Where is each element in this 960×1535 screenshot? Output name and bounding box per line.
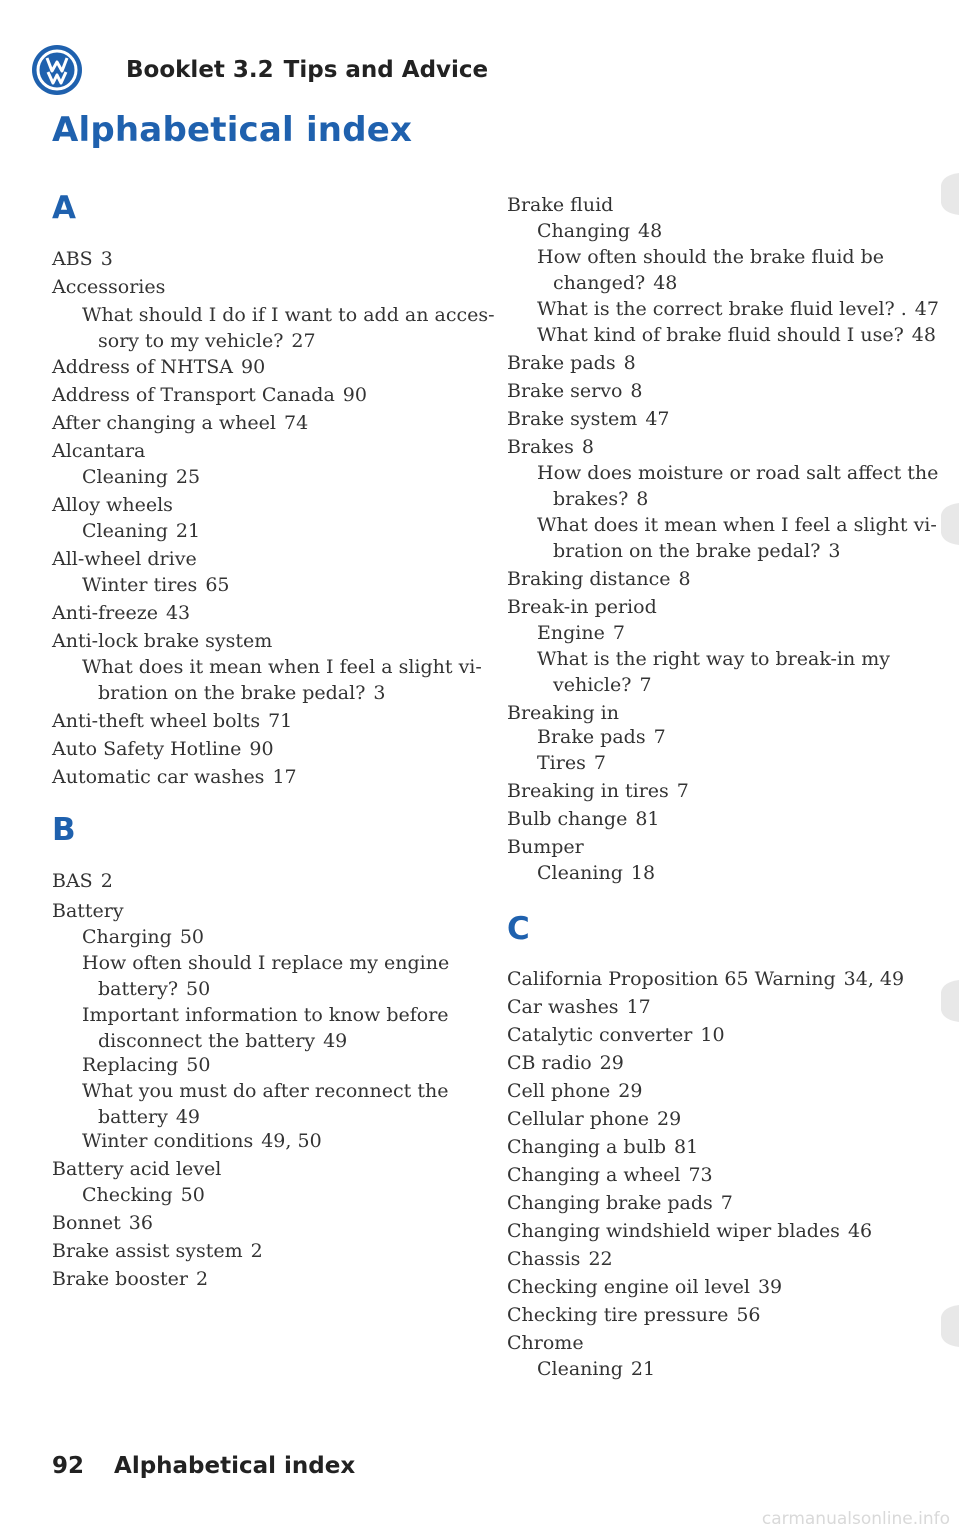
- index-entry: [507, 378, 643, 404]
- index-entry-page: 49: [323, 1030, 348, 1052]
- index-entry-page: 90: [342, 384, 367, 406]
- index-entry: [507, 434, 594, 460]
- index-entry-page: 73: [688, 1164, 713, 1186]
- index-entry-text: bration on the brake pedal?: [98, 682, 366, 704]
- index-entry: [507, 1134, 698, 1160]
- index-entry: [52, 764, 297, 790]
- index-entry: [537, 620, 625, 646]
- vw-logo-icon: [32, 45, 82, 95]
- index-entry-page: 8: [630, 380, 643, 402]
- index-entry: [82, 1182, 205, 1208]
- index-entry-page: 29: [657, 1108, 682, 1130]
- index-entry: [52, 898, 124, 924]
- index-entry-text: Alloy wheels: [52, 494, 173, 516]
- margin-tab-marker: [935, 980, 959, 1022]
- index-entry-text: Cleaning: [537, 862, 623, 884]
- margin-tab-marker: [935, 173, 959, 215]
- index-entry: [82, 572, 230, 598]
- index-entry: [537, 724, 666, 750]
- index-entry-text: Cleaning: [82, 466, 168, 488]
- index-entry-page: 3: [828, 540, 841, 562]
- index-entry-text: Changing a bulb: [507, 1136, 667, 1158]
- index-entry: [82, 1002, 449, 1028]
- index-entry: [507, 1330, 584, 1356]
- booklet-title: Tips and Advice: [283, 57, 489, 83]
- index-entry-page: 25: [175, 466, 201, 488]
- index-entry: [553, 672, 652, 698]
- index-entry: [537, 244, 884, 270]
- index-entry-text: Anti-freeze: [52, 602, 158, 624]
- index-entry-text: Important information to know before: [82, 1004, 449, 1026]
- index-entry-page: 34, 49: [843, 968, 905, 990]
- index-entry: [52, 1238, 263, 1264]
- index-entry-page: 3: [373, 682, 386, 704]
- index-entry-page: 81: [635, 808, 660, 830]
- index-entry-text: Cleaning: [82, 520, 168, 542]
- index-entry: [52, 1156, 221, 1182]
- index-entry-text: Accessories: [52, 276, 166, 298]
- index-entry: [537, 218, 662, 244]
- index-entry-text: battery?: [98, 978, 179, 1000]
- index-entry: [82, 1128, 322, 1154]
- index-entry-text: Chrome: [507, 1332, 584, 1354]
- index-entry-page: 10: [700, 1024, 725, 1046]
- index-entry-text: How often should the brake fluid be: [537, 246, 885, 268]
- index-entry-text: ABS: [52, 248, 93, 270]
- index-entry-page: 65: [205, 574, 230, 596]
- index-entry-text: Bulb change: [507, 808, 628, 830]
- page-footer: [52, 1453, 355, 1479]
- index-entry-text: Auto Safety Hotline: [52, 738, 242, 760]
- index-entry: [507, 1246, 613, 1272]
- index-entry-text: California Proposition 65 Warning: [507, 968, 836, 990]
- page-number: 92: [52, 1453, 85, 1479]
- index-entry: [507, 1190, 733, 1216]
- index-entry: [537, 1356, 655, 1382]
- index-entry-page: 7: [639, 674, 652, 696]
- index-entry: [82, 924, 204, 950]
- index-entry: [52, 410, 308, 436]
- index-entry: [82, 518, 200, 544]
- index-entry-text: Address of NHTSA: [52, 356, 234, 378]
- index-entry: [52, 1210, 153, 1236]
- index-entry-page: 7: [612, 622, 625, 644]
- index-entry-page: 3: [100, 248, 113, 270]
- index-entry: [52, 708, 292, 734]
- index-entry: [507, 1274, 782, 1300]
- index-entry-page: 2: [195, 1268, 209, 1290]
- index-entry-text: What should I do if I want to add an acces-: [82, 304, 495, 326]
- index-entry-text: Cleaning: [537, 1358, 623, 1380]
- index-entry-text: What is the right way to break-in my: [537, 648, 891, 670]
- index-entry-text: Car washes: [507, 996, 619, 1018]
- index-entry-text: Tires: [537, 752, 586, 774]
- index-entry: [537, 322, 936, 348]
- index-entry: [507, 192, 613, 218]
- index-entry-page: 49, 50: [261, 1130, 322, 1152]
- index-entry-page: 81: [674, 1136, 699, 1158]
- index-entry-text: Checking: [82, 1184, 173, 1206]
- index-entry-page: 46: [847, 1220, 873, 1242]
- index-entry-text: disconnect the battery: [98, 1030, 316, 1052]
- index-entry-text: What kind of brake fluid should I use?: [537, 324, 904, 346]
- index-entry-page: 47: [914, 298, 939, 320]
- index-entry: [52, 868, 113, 894]
- index-entry: [537, 296, 939, 322]
- index-entry-text: Changing a wheel: [507, 1164, 681, 1186]
- index-entry-text: Battery: [52, 900, 124, 922]
- index-entry: [52, 600, 190, 626]
- index-entry-page: 36: [128, 1212, 153, 1234]
- index-entry: [98, 1104, 200, 1130]
- index-entry: [507, 1218, 872, 1244]
- index-entry-text: Brake fluid: [507, 194, 614, 216]
- index-entry-page: 50: [180, 1184, 205, 1206]
- page-title: Alphabetical index: [52, 110, 413, 150]
- index-entry-page: 7: [593, 752, 606, 774]
- index-entry-page: 49: [175, 1106, 201, 1128]
- index-entry-text: Break-in period: [507, 596, 657, 618]
- index-entry-text: Brake servo: [507, 380, 623, 402]
- index-letter-b: B: [52, 812, 76, 848]
- index-entry: [52, 354, 265, 380]
- index-entry-page: 8: [623, 352, 636, 374]
- index-entry-text: Changing brake pads: [507, 1192, 713, 1214]
- index-entry-page: 50: [186, 978, 211, 1000]
- index-entry-page: 7: [653, 726, 666, 748]
- index-entry: [52, 492, 173, 518]
- index-entry: [507, 806, 660, 832]
- index-entry: [98, 976, 210, 1002]
- index-entry-page: 22: [588, 1248, 613, 1270]
- index-entry-page: 8: [581, 436, 594, 458]
- index-entry-page: 8: [636, 488, 649, 510]
- index-entry-text: Charging: [82, 926, 172, 948]
- index-entry: [52, 736, 274, 762]
- index-entry: [507, 1078, 642, 1104]
- index-entry: [82, 464, 200, 490]
- index-entry-page: 90: [241, 356, 266, 378]
- index-entry-text: Replacing: [82, 1054, 179, 1076]
- index-entry-page: 8: [678, 568, 691, 590]
- index-entry: [52, 628, 272, 654]
- index-entry-page: 27: [291, 330, 316, 352]
- index-entry-text: Bumper: [507, 836, 584, 858]
- index-entry: [537, 646, 890, 672]
- index-entry-text: Engine: [537, 622, 605, 644]
- index-entry-text: brakes?: [553, 488, 629, 510]
- index-entry-page: 71: [268, 710, 293, 732]
- watermark: carmanualsonline.info: [761, 1509, 950, 1529]
- index-entry-page: 2: [100, 870, 113, 892]
- header-title: [126, 57, 488, 83]
- index-entry-text: How often should I replace my engine: [82, 952, 450, 974]
- index-entry-text: Winter tires: [82, 574, 198, 596]
- index-entry-page: 43: [165, 602, 191, 624]
- margin-tab-marker: [935, 1305, 959, 1347]
- index-entry: [537, 750, 606, 776]
- index-entry-text: bration on the brake pedal?: [553, 540, 821, 562]
- index-entry-page: 50: [179, 926, 205, 948]
- index-entry-page: 29: [618, 1080, 643, 1102]
- index-entry-text: Battery acid level: [52, 1158, 222, 1180]
- index-entry-page: 56: [736, 1304, 761, 1326]
- index-entry-text: What you must do after reconnect the: [82, 1080, 449, 1102]
- index-entry: [537, 512, 937, 538]
- index-entry-page: 21: [175, 520, 201, 542]
- index-entry-text: vehicle?: [553, 674, 632, 696]
- index-entry: [507, 778, 689, 804]
- index-entry: [52, 382, 367, 408]
- index-entry-text: What does it mean when I feel a slight vi-: [82, 656, 482, 678]
- index-entry-text: Changing windshield wiper blades: [507, 1220, 840, 1242]
- index-entry-text: CB radio: [507, 1052, 592, 1074]
- index-entry: [82, 950, 449, 976]
- index-entry: [52, 438, 145, 464]
- index-entry: [52, 246, 113, 272]
- index-entry: [507, 594, 657, 620]
- index-entry-page: 48: [911, 324, 936, 346]
- index-entry-page: 21: [630, 1358, 656, 1380]
- index-entry-text: How does moisture or road salt affect the: [537, 462, 939, 484]
- footer-section-title: Alphabetical index: [114, 1453, 356, 1479]
- index-entry: [537, 860, 655, 886]
- index-entry-text: Checking engine oil level: [507, 1276, 750, 1298]
- index-entry-text: Anti-theft wheel bolts: [52, 710, 261, 732]
- index-entry: [82, 302, 495, 328]
- index-entry-page: 29: [599, 1052, 624, 1074]
- index-entry: [507, 966, 904, 992]
- index-entry-text: What is the correct brake fluid level? .: [537, 298, 907, 320]
- index-entry-text: Chassis: [507, 1248, 581, 1270]
- index-entry: [537, 460, 938, 486]
- index-entry-text: Address of Transport Canada: [52, 384, 335, 406]
- index-entry: [507, 1022, 725, 1048]
- index-entry: [82, 1052, 210, 1078]
- index-entry-text: BAS: [52, 870, 93, 892]
- index-entry-page: 18: [630, 862, 656, 884]
- index-entry-text: Breaking in tires: [507, 780, 669, 802]
- index-entry-text: sory to my vehicle?: [98, 330, 284, 352]
- index-entry-page: 74: [283, 412, 309, 434]
- index-entry-page: 47: [645, 408, 670, 430]
- index-entry: [82, 654, 482, 680]
- index-entry-text: What does it mean when I feel a slight vi-: [537, 514, 937, 536]
- index-entry-text: Cell phone: [507, 1080, 611, 1102]
- index-entry-page: 39: [757, 1276, 783, 1298]
- index-entry: [98, 1028, 347, 1054]
- index-entry: [507, 994, 651, 1020]
- index-entry: [507, 1162, 713, 1188]
- index-entry-text: Catalytic converter: [507, 1024, 693, 1046]
- index-entry: [52, 546, 197, 572]
- index-entry: [507, 1106, 681, 1132]
- index-entry: [553, 486, 648, 512]
- index-entry-page: 17: [272, 766, 297, 788]
- index-entry: [52, 1266, 208, 1292]
- index-entry-text: All-wheel drive: [52, 548, 197, 570]
- index-entry-text: Brake booster: [52, 1268, 188, 1290]
- margin-tab-marker: [935, 503, 959, 545]
- index-entry-text: Braking distance: [507, 568, 671, 590]
- index-entry-text: Brake assist system: [52, 1240, 243, 1262]
- page-header: [32, 44, 488, 96]
- index-entry: [82, 1078, 448, 1104]
- booklet-label: Booklet 3.2: [126, 57, 274, 83]
- index-letter-a: A: [52, 190, 76, 226]
- index-entry-text: Bonnet: [52, 1212, 121, 1234]
- index-letter-c: C: [507, 911, 530, 947]
- index-entry-text: Breaking in: [507, 702, 619, 724]
- index-entry: [98, 680, 386, 706]
- index-entry-page: 2: [250, 1240, 263, 1262]
- index-entry-page: 48: [653, 272, 678, 294]
- index-entry-text: Alcantara: [52, 440, 146, 462]
- index-entry-text: Changing: [537, 220, 630, 242]
- index-entry: [553, 270, 677, 296]
- index-entry: [507, 350, 636, 376]
- index-entry-text: Brake pads: [507, 352, 616, 374]
- index-entry-text: battery: [98, 1106, 168, 1128]
- index-entry: [507, 834, 584, 860]
- index-entry: [507, 700, 619, 726]
- index-entry: [507, 406, 670, 432]
- index-entry-page: 7: [676, 780, 689, 802]
- index-entry-text: Winter conditions: [82, 1130, 254, 1152]
- index-entry: [52, 274, 165, 300]
- index-entry-text: Brake system: [507, 408, 638, 430]
- index-entry-text: Cellular phone: [507, 1108, 650, 1130]
- index-entry-page: 17: [626, 996, 651, 1018]
- index-entry-text: Brake pads: [537, 726, 646, 748]
- index-entry: [507, 1302, 761, 1328]
- index-entry: [507, 566, 691, 592]
- index-entry-text: Brakes: [507, 436, 574, 458]
- index-entry: [553, 538, 841, 564]
- index-entry-page: 48: [637, 220, 663, 242]
- index-entry: [507, 1050, 624, 1076]
- index-entry-text: Checking tire pressure: [507, 1304, 729, 1326]
- index-entry-text: Anti-lock brake system: [52, 630, 273, 652]
- index-entry-page: 7: [720, 1192, 733, 1214]
- index-entry: [98, 328, 316, 354]
- index-entry-page: 90: [249, 738, 274, 760]
- index-entry-text: After changing a wheel: [52, 412, 276, 434]
- index-entry-text: Automatic car washes: [52, 766, 265, 788]
- index-entry-text: changed?: [553, 272, 646, 294]
- index-entry-page: 50: [186, 1054, 211, 1076]
